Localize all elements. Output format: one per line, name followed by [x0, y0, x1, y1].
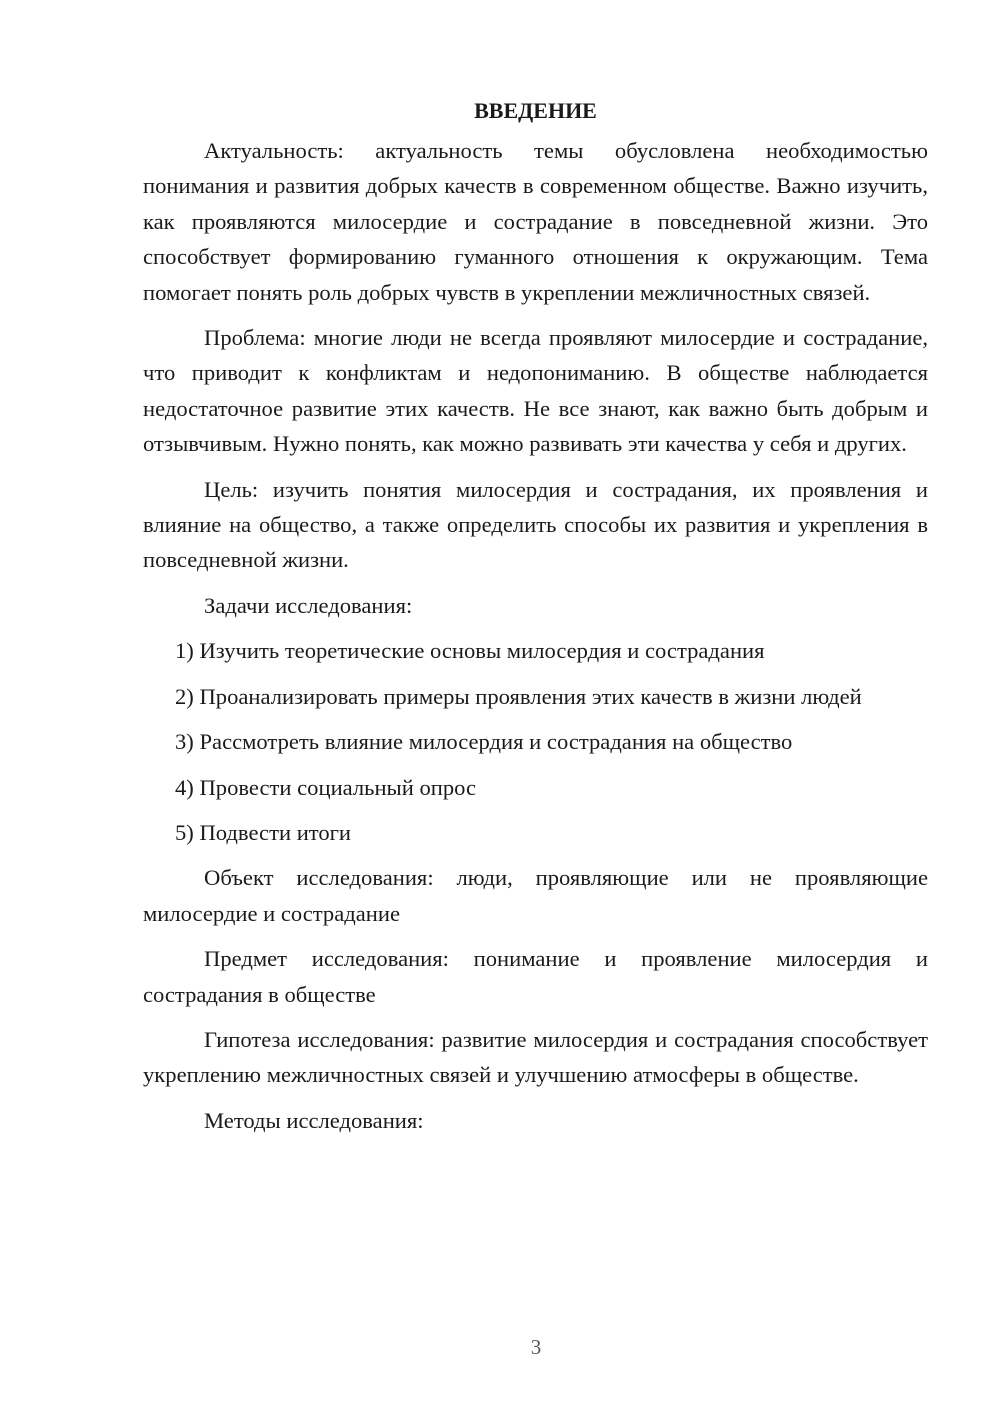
task-item-1: 1) Изучить теоретические основы милосердия и сострадания — [175, 638, 765, 664]
task-item-4: 4) Провести социальный опрос — [175, 774, 477, 800]
task-item-3: 3) Рассмотреть влияние милосердия и сострадания на общество — [175, 729, 793, 755]
task-item-2: 2) Проанализировать примеры проявления этих качеств в жизни людей — [175, 683, 862, 709]
tasks-heading: Задачи исследования: — [204, 592, 413, 618]
paragraph-goal: Цель: изучить понятия милосердия и сострадания, их проявления и влияние на общество, а также определить способы их развития и укрепления в повседневной жизни. — [143, 476, 928, 573]
page-number: 3 — [530, 1335, 542, 1359]
paragraph-relevance: Актуальность: актуальность темы обусловлена необходимостью понимания и развития добрых качеств в современном обществе. Важно изучить, как проявляются милосердие и сострадание в повседневной жизни. Это способствует формированию гуманного отношения к окружающим. Тема помогает понять роль добрых чувств в укреплении межличностных связей. — [143, 138, 928, 305]
paragraph-problem: Проблема: многие люди не всегда проявляют милосердие и сострадание, что приводит к конфликтам и недопониманию. В обществе наблюдается недостаточное развитие этих качеств. Не все знают, как важно быть добрым и отзывчивым. Нужно понять, как можно развивать эти качества у себя и других. — [143, 325, 928, 457]
document-page — [143, 93, 928, 1138]
methods-heading: Методы исследования: — [204, 1107, 424, 1133]
task-item-5: 5) Подвести итоги — [175, 819, 352, 845]
section-title: ВВЕДЕНИЕ — [474, 98, 597, 123]
paragraph-object: Объект исследования: люди, проявляющие или не проявляющие милосердие и сострадание — [143, 865, 928, 926]
paragraph-subject: Предмет исследования: понимание и проявление милосердия и сострадания в обществе — [143, 946, 928, 1007]
paragraph-hypothesis: Гипотеза исследования: развитие милосердия и сострадания способствует укреплению межличностных связей и улучшению атмосферы в обществе. — [143, 1026, 928, 1088]
